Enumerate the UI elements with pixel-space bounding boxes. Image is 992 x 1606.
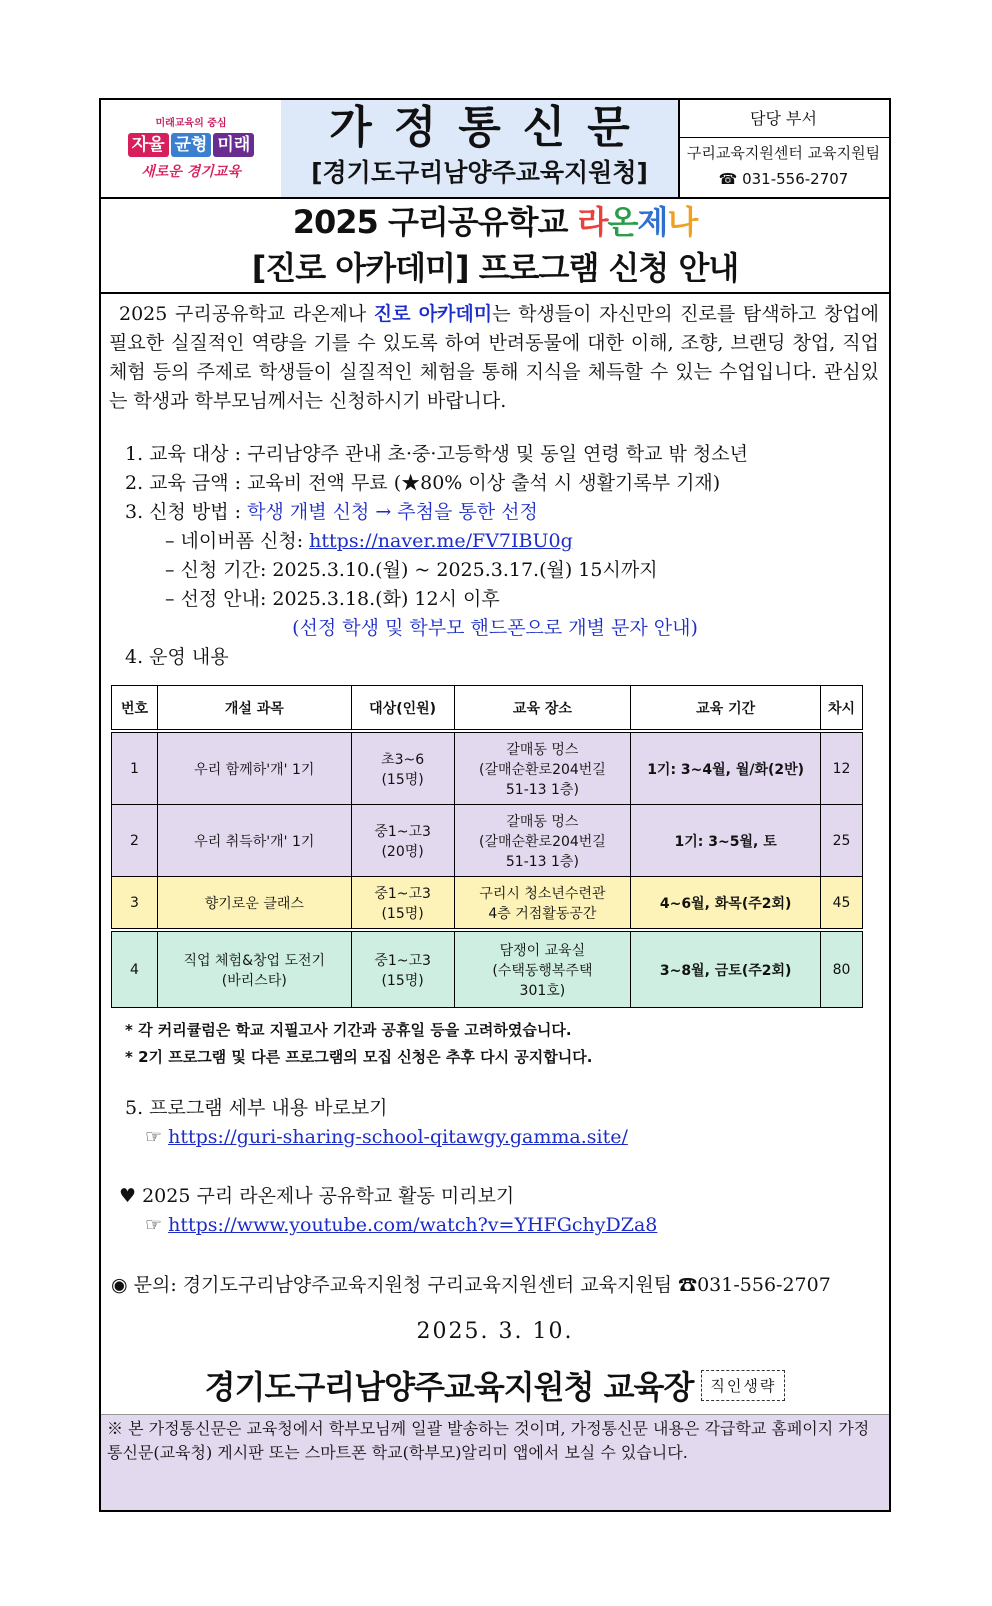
item-form <box>125 527 885 556</box>
seal-omitted-stamp: 직인생략 <box>701 1370 785 1401</box>
row-period: 1기: 3~4월, 월/화(2반) <box>631 733 821 805</box>
item-selection-note: (선정 학생 및 학부모 핸드폰으로 개별 문자 안내) <box>292 617 698 639</box>
row-place-line: 51-13 1층) <box>505 781 579 798</box>
item-method-value: 학생 개별 신청 → 추첨을 통한 선정 <box>247 501 538 523</box>
row-place-line: 구리시 청소년수련관 <box>479 885 606 902</box>
detail-label: 5. 프로그램 세부 내용 바로보기 <box>125 1097 388 1119</box>
row-subject: 향기로운 클래스 <box>157 877 351 929</box>
logo-words <box>116 133 266 157</box>
naver-form-link[interactable]: https://naver.me/FV7IBU0g <box>309 530 573 552</box>
row-place-line: (수택동행복주택 <box>492 962 593 979</box>
row-subject <box>157 932 351 1008</box>
row-no: 2 <box>112 805 158 877</box>
brand-char-4: 나 <box>667 203 698 241</box>
row-no: 1 <box>112 733 158 805</box>
signature-block <box>101 1362 889 1408</box>
row-place-line: (갈매순환로204번길 <box>478 833 606 850</box>
preview-section <box>119 1182 879 1240</box>
gyeonggi-education-logo <box>101 100 283 197</box>
detail-link[interactable]: https://guri-sharing-school-qitawgy.gamma.site/ <box>168 1126 628 1148</box>
schedule-table <box>111 685 863 1008</box>
intro-text-before: 2025 구리공유학교 라온제나 <box>119 303 374 325</box>
logo-tagline: 미래교육의 중심 <box>155 118 227 129</box>
contact-line: ◉ 문의: 경기도구리남양주교육지원청 구리교육지원센터 교육지원팀 ☎031-556-2707 <box>111 1274 831 1296</box>
row-place-line: 301호) <box>519 982 566 999</box>
footer-notice: ※ 본 가정통신문은 교육청에서 학부모님께 일괄 발송하는 것이며, 가정통신문 내용은 각급학교 홈페이지 가정통신문(교육청) 게시판 또는 스마트폰 학교(학부모)알리미 앱에서 보실 수 있습니다. <box>101 1414 889 1510</box>
table-row <box>112 877 863 929</box>
header-sessions: 차시 <box>821 686 863 730</box>
row-target <box>351 877 454 929</box>
preview-label: ♥ 2025 구리 라온제나 공유학교 활동 미리보기 <box>119 1185 515 1207</box>
header-place: 교육 장소 <box>454 686 631 730</box>
row-place-line: 갈매동 멍스 <box>506 741 579 758</box>
program-title-prefix: 2025 구리공유학교 <box>292 203 578 241</box>
table-notes <box>125 1017 592 1071</box>
logo-word-1: 자율 <box>128 133 169 157</box>
header-no: 번호 <box>112 686 158 730</box>
item-selection: – 선정 안내: 2025.3.18.(화) 12시 이후 <box>165 588 500 610</box>
row-subject-line: (바리스타) <box>221 972 287 989</box>
item-fee: 2. 교육 금액 : 교육비 전액 무료 (★80% 이상 출석 시 생활기록부 기재) <box>125 472 721 494</box>
program-title <box>101 197 889 294</box>
note-line: * 각 커리큘럼은 학교 지필고사 기간과 공휴일 등을 고려하였습니다. <box>125 1021 572 1039</box>
row-place-line: 51-13 1층) <box>505 853 579 870</box>
row-target-count: (15명) <box>381 972 424 989</box>
row-target-grade: 초3~6 <box>381 751 425 768</box>
row-subject: 우리 취득하'개' 1기 <box>157 805 351 877</box>
row-sessions: 45 <box>821 877 863 929</box>
row-place-line: 4층 거점활동공간 <box>488 905 597 922</box>
pointing-hand-icon: ☞ <box>145 1214 169 1236</box>
intro-paragraph <box>109 300 879 416</box>
brand-char-2: 온 <box>607 203 638 241</box>
info-list <box>125 440 885 672</box>
row-period: 1기: 3~5월, 토 <box>631 805 821 877</box>
document-frame <box>99 98 891 1512</box>
row-place <box>454 877 631 929</box>
row-sessions: 12 <box>821 733 863 805</box>
issue-date: 2025. 3. 10. <box>416 1319 574 1344</box>
row-place-line: 갈매동 멍스 <box>506 813 579 830</box>
department-label: 담당 부서 <box>678 100 889 138</box>
logo-slogan: 새로운 경기교육 <box>141 164 241 180</box>
row-target-grade: 중1~고3 <box>374 823 431 840</box>
brand-char-1: 라 <box>577 203 608 241</box>
signature-name: 경기도구리남양주교육지원청 교육장 <box>204 1368 694 1406</box>
pointing-hand-icon: ☞ <box>145 1126 169 1148</box>
item-target: 1. 교육 대상 : 구리남양주 관내 초·중·고등학생 및 동일 연령 학교 밖 청소년 <box>125 443 748 465</box>
row-no: 4 <box>112 932 158 1008</box>
logo-word-2: 균형 <box>171 133 212 157</box>
intro-text-after: 는 학생들이 자신만의 진로를 탐색하고 창업에 필요한 실질적인 역량을 기를 수 있도록 하여 반려동물에 대한 이해, 조향, 브랜딩 창업, 직업 체험 등의 주제로 학생들이 실질적인 체험을 통해 지식을 체득할 수 있는 수업입니다. 관심있는 학생과 학부모님께서는 신청하시기 바랍니다. <box>109 303 879 412</box>
row-subject: 우리 함께하'개' 1기 <box>157 733 351 805</box>
row-target-grade: 중1~고3 <box>374 885 431 902</box>
header-subject: 개설 과목 <box>157 686 351 730</box>
row-place-line: (갈매순환로204번길 <box>478 761 606 778</box>
brand-char-3: 제 <box>637 203 668 241</box>
table-row <box>112 733 863 805</box>
row-period: 3~8월, 금토(주2회) <box>631 932 821 1008</box>
document-issuer: [경기도구리남양주교육지원청] <box>311 158 648 187</box>
header-target: 대상(인원) <box>351 686 454 730</box>
row-target-count: (15명) <box>381 771 424 788</box>
row-place-line: 담쟁이 교육실 <box>499 942 586 959</box>
header-period: 교육 기간 <box>631 686 821 730</box>
document-title: 가정통신문 <box>329 102 652 153</box>
header <box>101 100 889 199</box>
row-target <box>351 805 454 877</box>
table-row <box>112 932 863 1008</box>
row-target-grade: 중1~고3 <box>374 952 431 969</box>
detail-link-row <box>125 1123 885 1152</box>
title-box <box>281 100 680 197</box>
youtube-link[interactable]: https://www.youtube.com/watch?v=YHFGchyDZa8 <box>168 1214 658 1236</box>
item-method-label: 3. 신청 방법 : <box>125 501 248 523</box>
row-sessions: 80 <box>821 932 863 1008</box>
row-target <box>351 733 454 805</box>
row-place <box>454 805 631 877</box>
program-title-line2: [진로 아카데미] 프로그램 신청 안내 <box>251 249 739 287</box>
detail-section <box>125 1094 885 1152</box>
row-subject-line: 직업 체험&창업 도전기 <box>183 952 326 969</box>
program-title-line1 <box>101 199 889 245</box>
row-target-count: (15명) <box>381 905 424 922</box>
item-method <box>125 498 885 527</box>
row-place <box>454 733 631 805</box>
note-line: * 2기 프로그램 및 다른 프로그램의 모집 신청은 추후 다시 공지합니다. <box>125 1048 593 1066</box>
table-row <box>112 805 863 877</box>
row-target <box>351 932 454 1008</box>
row-place <box>454 932 631 1008</box>
row-no: 3 <box>112 877 158 929</box>
item-operation: 4. 운영 내용 <box>125 646 229 668</box>
logo-word-3: 미래 <box>213 133 254 157</box>
department-box <box>678 100 889 197</box>
item-period: – 신청 기간: 2025.3.10.(월) ~ 2025.3.17.(월) 15시까지 <box>165 559 658 581</box>
intro-highlight: 진로 아카데미 <box>373 303 493 325</box>
form-label: – 네이버폼 신청: <box>165 530 310 552</box>
row-sessions: 25 <box>821 805 863 877</box>
department-phone: ☎ 031-556-2707 <box>718 170 849 188</box>
department-name: 구리교육지원센터 교육지원팀 <box>686 144 881 162</box>
table-header-row <box>112 686 863 730</box>
row-period: 4~6월, 화목(주2회) <box>631 877 821 929</box>
row-target-count: (20명) <box>381 843 424 860</box>
preview-link-row <box>119 1211 879 1240</box>
